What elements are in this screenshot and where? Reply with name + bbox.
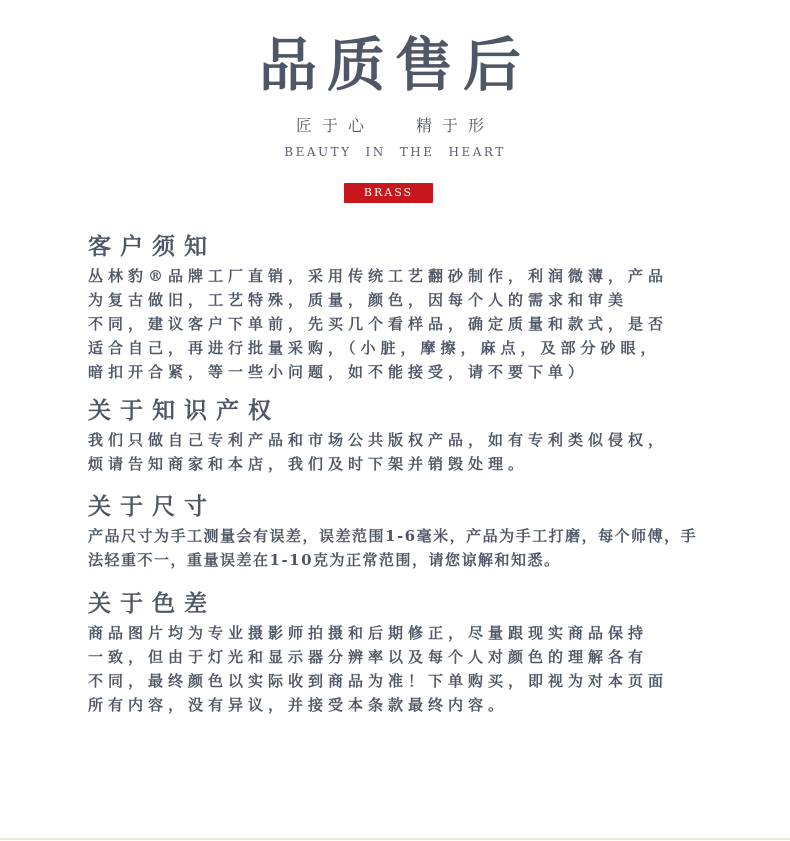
slogan-word: THE bbox=[399, 145, 435, 159]
section-heading: 客户须知 bbox=[88, 233, 216, 260]
brass-badge: BRASS bbox=[344, 183, 433, 203]
paragraph-line: 法轻重不一，重量误差在1-10克为正常范围，请您谅解和知悉。 bbox=[88, 551, 561, 569]
section-color-difference bbox=[88, 590, 738, 717]
slogan-english bbox=[0, 145, 790, 159]
paragraph-line: 不同，建议客户下单前，先买几个看样品，确定质量和款式，是否 bbox=[88, 315, 669, 333]
slogan-word: BEAUTY bbox=[284, 145, 352, 159]
section-heading: 关于尺寸 bbox=[88, 493, 216, 520]
section-customer-notice bbox=[88, 233, 738, 384]
paragraph-line: 为复古做旧，工艺特殊，质量，颜色，因每个人的需求和审美 bbox=[88, 291, 629, 309]
paragraph-line: 丛林豹®品牌工厂直销，采用传统工艺翻砂制作，利润微薄，产品 bbox=[88, 267, 669, 285]
paragraph-line: 烦请告知商家和本店，我们及时下架并销毁处理。 bbox=[88, 455, 529, 473]
paragraph-line: 产品尺寸为手工测量会有误差，误差范围1-6毫米，产品为手工打磨，每个师傅，手 bbox=[88, 527, 698, 545]
slogan-right: 精于形 bbox=[416, 116, 495, 135]
slogan-chinese bbox=[0, 116, 790, 136]
bottom-divider bbox=[0, 838, 790, 840]
paragraph-line: 不同，最终颜色以实际收到商品为准！下单购买，即视为对本页面 bbox=[88, 672, 669, 690]
page-title: 品质售后 bbox=[258, 31, 531, 99]
paragraph-line: 商品图片均为专业摄影师拍摄和后期修正，尽量跟现实商品保持 bbox=[88, 624, 649, 642]
paragraph-line: 所有内容，没有异议，并接受本条款最终内容。 bbox=[88, 696, 509, 714]
section-heading: 关于知识产权 bbox=[88, 397, 280, 424]
paragraph-line: 适合自己，再进行批量采购，（小脏，摩擦，麻点，及部分砂眼， bbox=[88, 339, 661, 357]
section-size bbox=[88, 493, 738, 572]
section-heading: 关于色差 bbox=[88, 590, 216, 617]
section-intellectual-property bbox=[88, 397, 738, 476]
paragraph-line: 暗扣开合紧，等一些小问题，如不能接受，请不要下单） bbox=[88, 363, 589, 381]
paragraph-line: 一致，但由于灯光和显示器分辨率以及每个人对颜色的理解各有 bbox=[88, 648, 649, 666]
slogan-word: HEART bbox=[448, 145, 506, 159]
slogan-left: 匠于心 bbox=[295, 116, 374, 135]
slogan-word: IN bbox=[365, 145, 386, 159]
paragraph-line: 我们只做自己专利产品和市场公共版权产品，如有专利类似侵权， bbox=[88, 431, 669, 449]
